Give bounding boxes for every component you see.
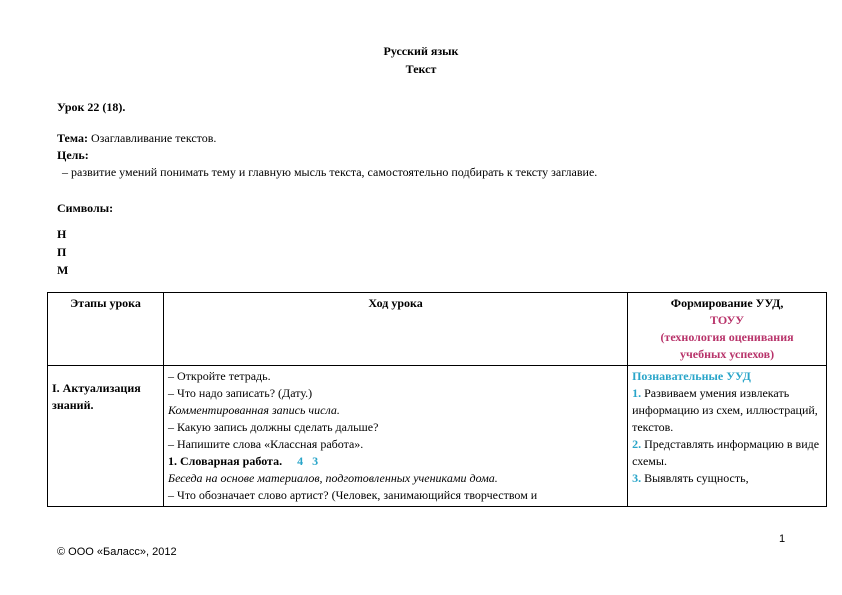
uud-title: Познавательные УУД (632, 369, 751, 383)
theme-line (57, 131, 216, 146)
table-row (48, 366, 827, 507)
uud-cell (628, 366, 827, 507)
header-formation-line1: Формирование УУД, (670, 296, 784, 310)
goal-text: – развитие умений понимать тему и главную мысль текста, самостоятельно подбирать к тексту заглавие. (62, 165, 598, 179)
header-formation-line4: учебных успехов) (680, 347, 775, 361)
uud-item (632, 436, 822, 470)
symbol-number-4: 4 (297, 454, 304, 468)
process-line: – Откройте тетрадь. (168, 369, 271, 383)
uud-item-text: Представлять информацию в виде схемы. (632, 437, 820, 468)
vocabulary-work-line (168, 453, 623, 470)
header-formation (628, 293, 827, 366)
lesson-number: Урок 22 (18). (57, 100, 126, 114)
symbol-m: М (57, 263, 69, 277)
document-topic: Текст (405, 62, 437, 76)
page-number: 1 (779, 533, 786, 545)
uud-item (632, 470, 822, 487)
table-header-row (48, 293, 827, 366)
uud-item-number: 1. (632, 386, 642, 400)
process-line: – Напишите слова «Классная работа». (168, 437, 364, 451)
copyright: © ООО «Баласс», 2012 (57, 546, 177, 558)
process-line: Комментированная запись числа. (168, 403, 340, 417)
header-stages: Этапы урока (48, 293, 164, 366)
header-process: Ход урока (164, 293, 628, 366)
stage-cell (48, 366, 164, 507)
header-formation-line3: (технология оценивания (660, 330, 794, 344)
symbol-p: П (57, 245, 67, 259)
uud-item-number: 2. (632, 437, 642, 451)
process-line: – Какую запись должны сделать дальше? (168, 420, 379, 434)
goal-label: Цель: (57, 148, 89, 162)
uud-item-text: Развиваем умения извлекать информацию из схем, иллюстраций, текстов. (632, 386, 818, 434)
stage-line1: I. Актуализация (52, 381, 141, 395)
document-subject: Русский язык (383, 44, 459, 58)
theme-label: Тема: (57, 131, 88, 145)
stage-line2: знаний. (52, 398, 94, 412)
symbols-label: Символы: (57, 201, 114, 215)
process-line: – Что надо записать? (Дату.) (168, 386, 313, 400)
vocabulary-work-title: 1. Словарная работа. (168, 454, 283, 468)
theme-text: Озаглавливание текстов. (90, 131, 217, 145)
uud-item (632, 385, 822, 436)
uud-item-number: 3. (632, 471, 642, 485)
process-line: Беседа на основе материалов, подготовленных учениками дома. (168, 471, 498, 485)
symbol-number-3: 3 (312, 454, 319, 468)
header-formation-line2: ТОУУ (709, 313, 745, 327)
process-cell (164, 366, 628, 507)
symbol-n: Н (57, 227, 67, 241)
uud-item-text: Выявлять сущность, (644, 471, 749, 485)
lesson-table (47, 292, 827, 507)
process-line: – Что обозначает слово артист? (Человек, занимающийся творчеством и (168, 488, 538, 502)
